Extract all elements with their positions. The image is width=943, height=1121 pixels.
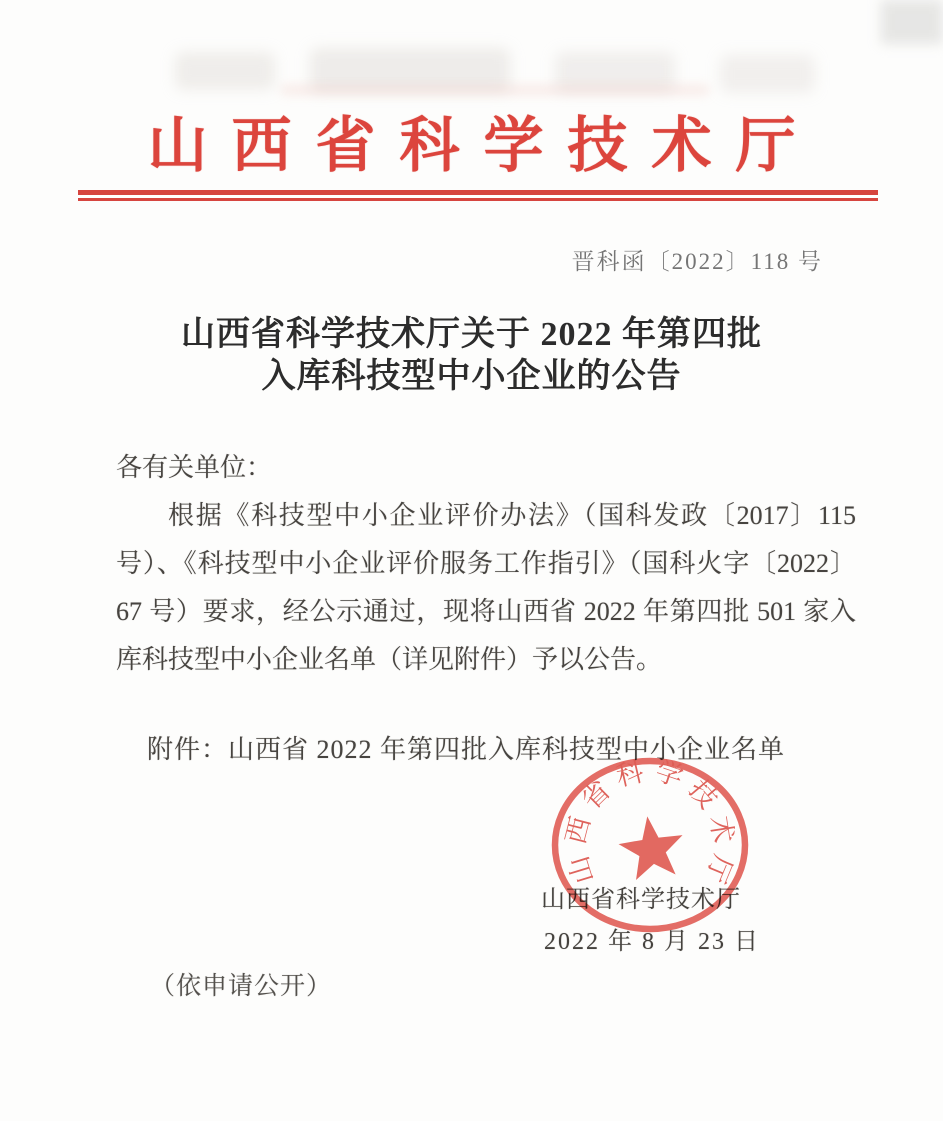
disclosure-note: （依申请公开）	[150, 973, 333, 1000]
signature-date: 2022 年 8 月 23 日	[544, 929, 760, 955]
document-number: 晋科函〔2022〕118 号	[571, 249, 823, 274]
scan-bleed-artifact	[175, 52, 275, 90]
body-line: 库科技型中小企业名单（详见附件）予以公告。	[116, 645, 663, 674]
body-line: 67 号）要求，经公示通过，现将山西省 2022 年第四批 501 家入	[116, 597, 856, 626]
official-seal-stamp	[525, 735, 785, 965]
salutation: 各有关单位：	[116, 453, 273, 482]
body-line: 号）、《科技型中小企业评价服务工作指引》（国科火字〔2022〕	[116, 549, 856, 578]
document-title	[0, 314, 943, 398]
seal-arc-text: 山西省科学技术厅	[560, 754, 740, 895]
scan-bleed-artifact	[280, 84, 710, 96]
body-line: 根据《科技型中小企业评价办法》（国科发政〔2017〕115	[168, 501, 856, 530]
signature-agency: 山西省科学技术厅	[541, 887, 741, 913]
document-body	[116, 444, 856, 684]
letterhead-divider	[78, 190, 878, 201]
document-title-line2: 入库科技型中小企业的公告	[261, 358, 682, 395]
red-star-icon	[615, 812, 688, 882]
scan-bleed-artifact	[720, 55, 815, 93]
attachment-reference: 附件：山西省 2022 年第四批入库科技型中小企业名单	[147, 735, 786, 764]
scan-corner-smudge	[881, 0, 943, 44]
document-title-line1: 山西省科学技术厅关于 2022 年第四批	[181, 316, 762, 353]
agency-letterhead: 山西省科学技术厅	[147, 113, 820, 179]
